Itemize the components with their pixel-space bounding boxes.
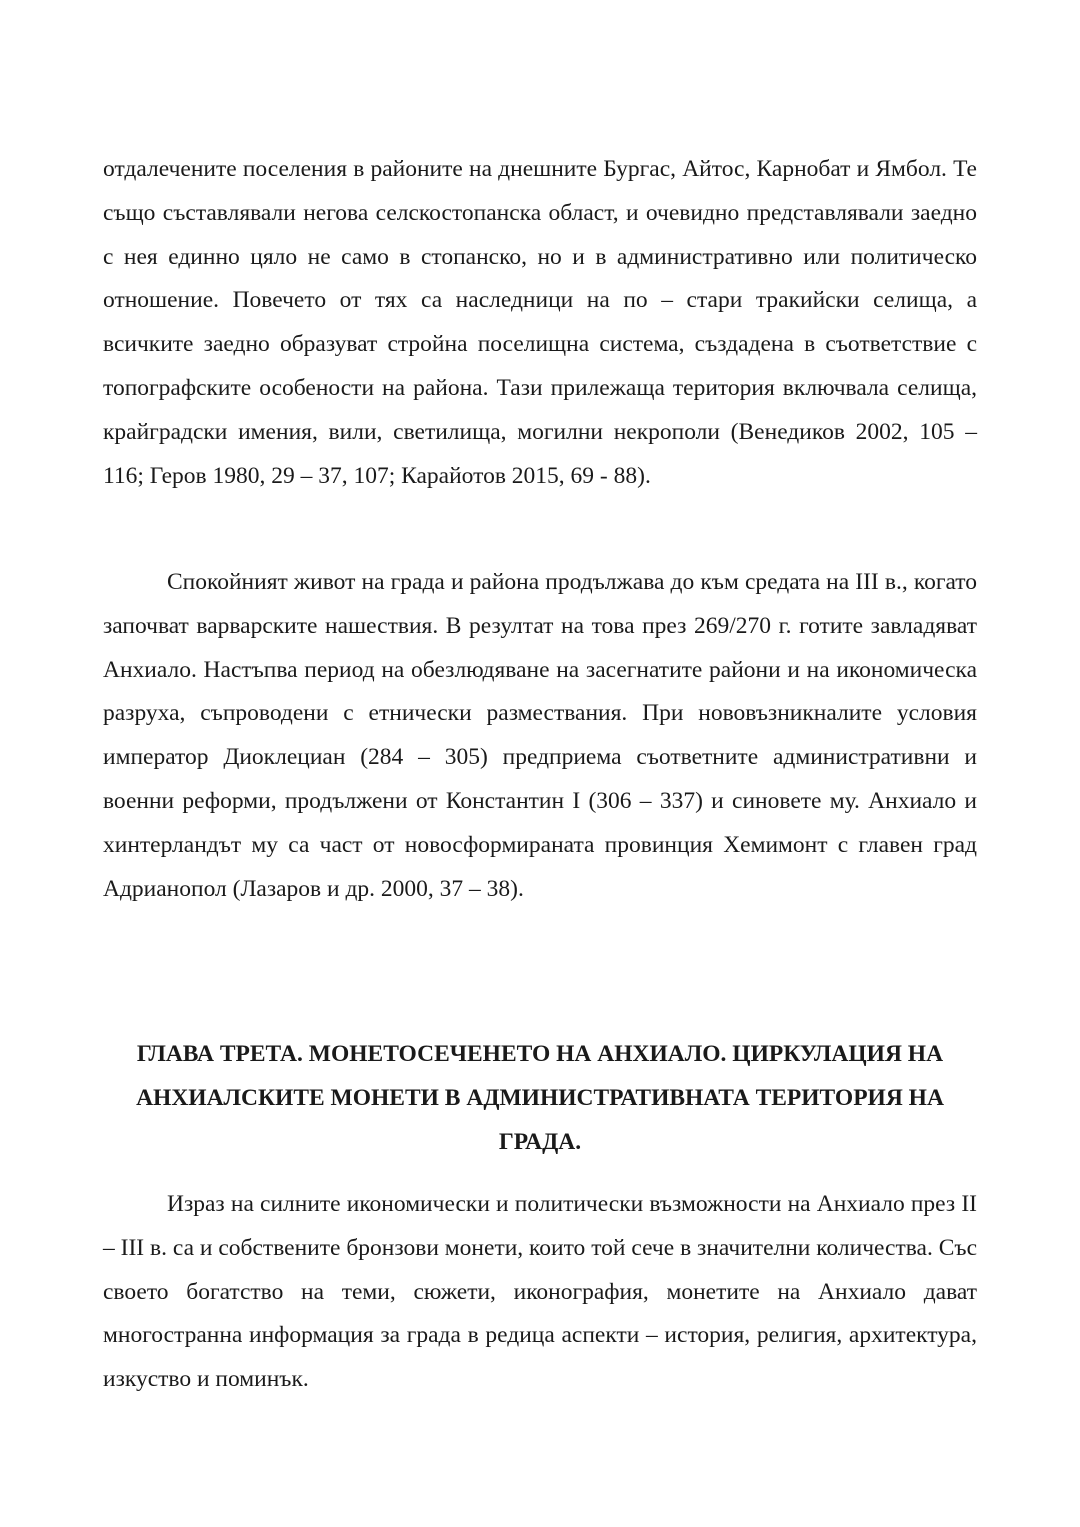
paragraph-coinage: Израз на силните икономически и политически възможности на Анхиало през II – III в. са и собствените бронзови монети, които той сече в значителни количества. Със своето богатство на теми, сюжети, иконография, монетите на Анхиало дават многостранна информация за града в редица аспекти – история, религия, архитектура, изкуство и поминък.: [103, 1191, 977, 1393]
chapter-heading: ГЛАВА ТРЕТА. МОНЕТОСЕЧЕНЕТО НА АНХИАЛО. ЦИРКУЛАЦИЯ НА АНХИАЛСКИТЕ МОНЕТИ В АДМИНИСТРАТИВНАТА ТЕРИТОРИЯ НА ГРАДА.: [136, 1041, 944, 1155]
paragraph-barbarian-invasions: Спокойният живот на града и района продължава до към средата на III в., когато започват варварските нашествия. В резултат на това през 269/270 г. готите завладяват Анхиало. Настъпва период на обезлюдяване на засегнатите райони и на икономическа разруха, съпроводени с етнически размествания. При нововъзникналите условия император Диоклециан (284 – 305) предприема съответните административни и военни реформи, продължени от Константин I (306 – 337) и синовете му. Анхиало и хинтерландът му са част от новосформираната провинция Хемимонт с главен град Адрианопол (Лазаров и др. 2000, 37 – 38).: [103, 569, 977, 902]
paragraph-settlements: отдалечените поселения в районите на днешните Бургас, Айтос, Карнобат и Ямбол. Те също съставлявали негова селскостопанска област, и очевидно представлявали заедно с нея единно цяло не само в стопанско, но и в административно или политическо отношение. Повечето от тях са наследници на по – стари тракийски селища, а всичките заедно образуват стройна поселищна система, създадена в съответствие с топографските особености на района. Тази прилежаща територия включвала селища, крайградски имения, вили, светилища, могилни некрополи (Венедиков 2002, 105 – 116; Геров 1980, 29 – 37, 107; Карайотов 2015, 69 - 88).: [103, 156, 977, 489]
